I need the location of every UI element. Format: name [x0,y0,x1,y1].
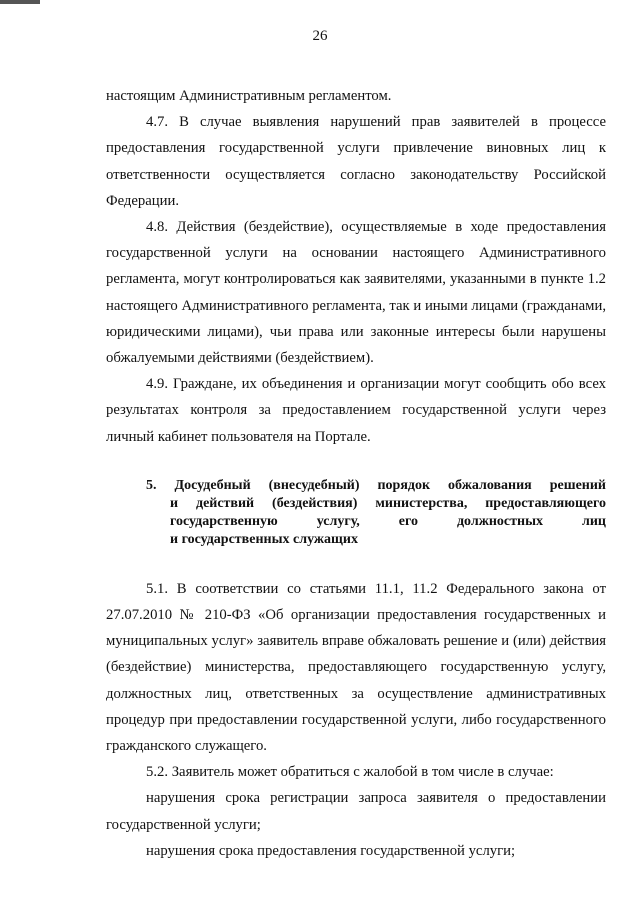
paragraph-4-8: 4.8. Действия (бездействие), осуществляемые в ходе предоставления государственной услуги на основании настоящего Административного регламента, могут контролироваться как заявителями, указанными в пункте 1.2 настоящего Административного регламента, так и иными лицами (гражданами, юридическими лицами), чьи права или законные интересы были нарушены обжалуемыми действиями (бездействием). [106,219,606,367]
section-5-heading [106,477,606,549]
paragraph-5-2: 5.2. Заявитель может обратиться с жалобой в том числе в случае: [146,764,554,781]
paragraph-4-7: 4.7. В случае выявления нарушений прав заявителей в процессе предоставления государственной услуги привлечение виновных лиц к ответственности осуществляется согласно законодательству Российской Федерации. [106,114,606,209]
page-number: 26 [312,28,328,44]
document-body [106,83,606,864]
heading-line-3: государственную услугу, его должностных лиц [170,513,606,529]
heading-line-4: и государственных служащих [170,531,358,547]
heading-line-2: и действий (бездействия) министерства, предоставляющего [170,495,606,511]
paragraph-case-1: нарушения срока регистрации запроса заявителя о предоставлении государственной услуги; [106,790,606,833]
heading-line-1: 5. Досудебный (внесудебный) порядок обжалования решений [146,477,606,493]
paragraph-case-2: нарушения срока предоставления государственной услуги; [146,842,516,859]
scan-corner-mark [0,0,40,4]
paragraph-continuation: настоящим Административным регламентом. [106,88,392,104]
paragraph-4-9: 4.9. Граждане, их объединения и организации могут сообщить обо всех результатах контроля за предоставлением государственной услуги через личный кабинет пользователя на Портале. [106,376,606,445]
paragraph-5-1: 5.1. В соответствии со статьями 11.1, 11.2 Федерального закона от 27.07.2010 № 210-ФЗ «Об организации предоставления государственных и муниципальных услуг» заявитель вправе обжаловать решение и (или) действия (бездействие) министерства, предоставляющего государственную услугу, должностных лиц, ответственных за осуществление административных процедур при предоставлении государственной услуги, либо государственного гражданского служащего. [106,580,606,755]
